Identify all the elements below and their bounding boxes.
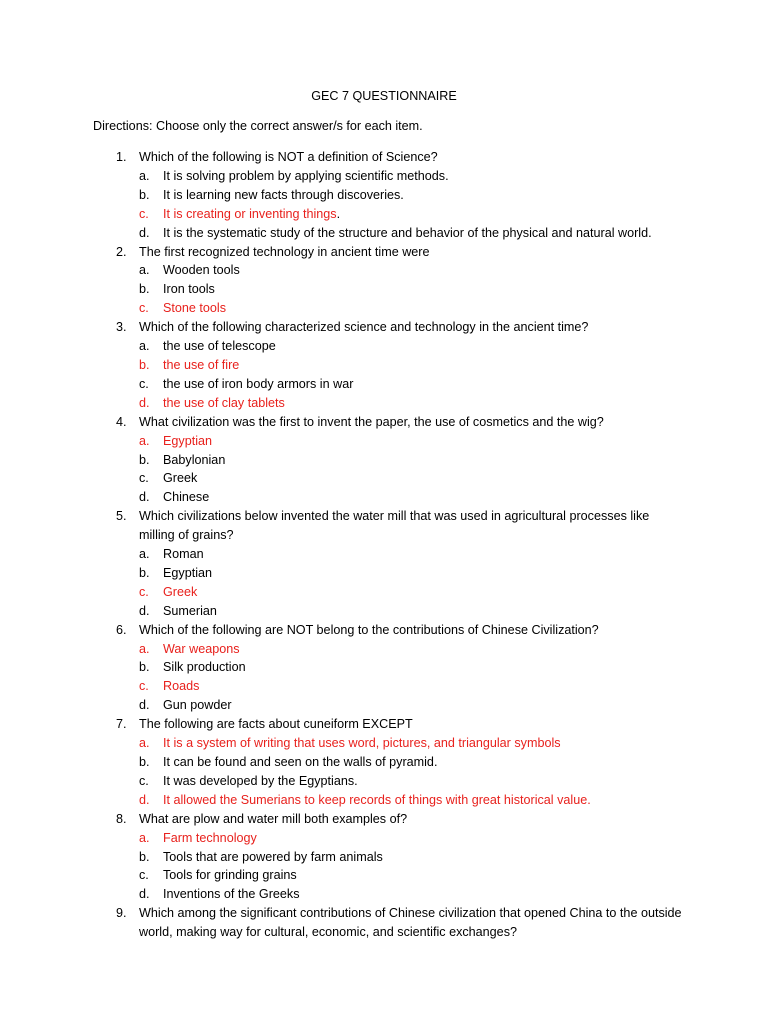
answer-option: [0, 375, 768, 394]
question-number: 9.: [116, 906, 127, 921]
option-letter: a.: [139, 168, 150, 183]
option-text: Babylonian: [163, 452, 226, 467]
option-list: [0, 432, 768, 508]
question-text: Which of the following is NOT a definition of Science?: [139, 150, 438, 164]
document-title: GEC 7 QUESTIONNAIRE: [311, 89, 457, 103]
option-text-tail: .: [336, 206, 341, 221]
option-letter: b.: [139, 452, 150, 467]
question-line: [0, 243, 768, 262]
option-letter: a.: [139, 547, 150, 562]
option-letter: c.: [139, 584, 149, 599]
question-item: [0, 810, 768, 905]
answer-option: [0, 696, 768, 715]
question-item: [0, 243, 768, 319]
answer-option: [0, 772, 768, 791]
question-text: Which among the significant contributions of Chinese civilization that opened China to the outside world, making way for cultural, economic, and scientific exchanges?: [139, 906, 682, 940]
question-item: [0, 507, 768, 620]
option-text: It is creating or inventing things: [163, 206, 337, 221]
question-item: [0, 318, 768, 413]
question-line: [0, 507, 768, 545]
option-letter: b.: [139, 660, 150, 675]
option-list: [0, 337, 768, 413]
option-letter: c.: [139, 471, 149, 486]
option-letter: a.: [139, 641, 150, 656]
option-list: [0, 734, 768, 810]
option-text: It is the systematic study of the structure and behavior of the physical and natural world.: [163, 225, 652, 240]
answer-option-correct: [0, 394, 768, 413]
option-text: the use of clay tablets: [163, 395, 285, 410]
question-text: The following are facts about cuneiform EXCEPT: [139, 717, 413, 732]
option-letter: b.: [139, 357, 150, 372]
answer-option: [0, 488, 768, 507]
question-number: 6.: [116, 622, 127, 637]
option-letter: c.: [139, 773, 149, 788]
option-letter: d.: [139, 395, 150, 410]
question-item: [0, 904, 768, 942]
option-text: Wooden tools: [163, 263, 240, 278]
option-list: [0, 261, 768, 318]
answer-option: [0, 545, 768, 564]
question-item: [0, 715, 768, 810]
option-letter: a.: [139, 263, 150, 278]
answer-option: [0, 602, 768, 621]
question-number: 4.: [116, 414, 127, 429]
answer-option: [0, 167, 768, 186]
option-letter: b.: [139, 755, 150, 769]
answer-option-correct: [0, 791, 768, 810]
directions-text: Directions: Choose only the correct answer/s for each item.: [93, 119, 423, 133]
option-letter: c.: [139, 206, 149, 221]
option-letter: a.: [139, 339, 150, 354]
answer-option: [0, 658, 768, 677]
option-text: It allowed the Sumerians to keep records of things with great historical value.: [163, 792, 591, 807]
option-letter: b.: [139, 282, 150, 297]
option-text: War weapons: [163, 641, 240, 656]
option-text: Egyptian: [163, 433, 213, 448]
option-text: Stone tools: [163, 301, 227, 316]
option-letter: d.: [139, 887, 150, 902]
option-letter: b.: [139, 565, 150, 580]
answer-option: [0, 866, 768, 885]
answer-option-correct: [0, 205, 768, 224]
question-text: The first recognized technology in ancient time were: [139, 244, 430, 259]
question-item: [0, 621, 768, 716]
answer-option: [0, 186, 768, 205]
answer-option: [0, 451, 768, 470]
option-letter: d.: [139, 698, 150, 713]
option-text: It can be found and seen on the walls of pyramid.: [163, 755, 438, 769]
option-letter: c.: [139, 376, 149, 391]
answer-option: [0, 848, 768, 867]
question-text: Which of the following are NOT belong to the contributions of Chinese Civilization?: [139, 622, 599, 637]
option-letter: c.: [139, 301, 149, 316]
answer-option-correct: [0, 677, 768, 696]
option-letter: d.: [139, 225, 150, 240]
option-text: Roman: [163, 547, 204, 562]
question-list: [0, 148, 768, 942]
option-text: Gun powder: [163, 698, 232, 713]
option-text: the use of iron body armors in war: [163, 376, 354, 391]
question-line: [0, 318, 768, 337]
answer-option: [0, 885, 768, 904]
answer-option: [0, 224, 768, 243]
answer-option-correct: [0, 432, 768, 451]
option-text: Sumerian: [163, 603, 217, 618]
question-number: 1.: [116, 150, 127, 164]
answer-option-correct: [0, 829, 768, 848]
option-list: [0, 167, 768, 243]
question-line: [0, 715, 768, 734]
question-item: [0, 413, 768, 508]
question-number: 2.: [116, 244, 127, 259]
option-text: Roads: [163, 679, 200, 694]
option-letter: b.: [139, 187, 150, 202]
question-line: [0, 413, 768, 432]
answer-option: [0, 469, 768, 488]
option-letter: d.: [139, 490, 150, 505]
answer-option-correct: [0, 734, 768, 753]
option-letter: a.: [139, 736, 150, 751]
answer-option: [0, 280, 768, 299]
question-item: [0, 148, 768, 243]
option-list: [0, 545, 768, 621]
answer-option-correct: [0, 640, 768, 659]
option-text: Greek: [163, 471, 198, 486]
question-number: 3.: [116, 320, 127, 335]
question-number: 7.: [116, 717, 127, 732]
option-text: It is a system of writing that uses word, pictures, and triangular symbols: [163, 736, 561, 751]
option-text: Farm technology: [163, 830, 257, 845]
option-text: Inventions of the Greeks: [163, 887, 300, 902]
option-list: [0, 640, 768, 716]
option-text: It was developed by the Egyptians.: [163, 773, 358, 788]
answer-option-correct: [0, 356, 768, 375]
option-text: Egyptian: [163, 565, 213, 580]
option-letter: a.: [139, 830, 150, 845]
question-line: [0, 621, 768, 640]
option-letter: b.: [139, 849, 150, 864]
option-letter: c.: [139, 679, 149, 694]
question-text: Which civilizations below invented the water mill that was used in agricultural processes like milling of grains?: [139, 509, 650, 543]
answer-option-correct: [0, 583, 768, 602]
option-text: Iron tools: [163, 282, 215, 297]
option-text: the use of telescope: [163, 339, 276, 354]
option-letter: c.: [139, 868, 149, 883]
option-text: the use of fire: [163, 357, 240, 372]
option-letter: d.: [139, 792, 150, 807]
option-text: Tools that are powered by farm animals: [163, 849, 383, 864]
question-text: What are plow and water mill both examples of?: [139, 811, 408, 826]
question-number: 8.: [116, 811, 127, 826]
option-text: Greek: [163, 584, 198, 599]
option-text: Tools for grinding grains: [163, 868, 297, 883]
option-text: Chinese: [163, 490, 210, 505]
question-line: [0, 810, 768, 829]
option-letter: a.: [139, 433, 150, 448]
option-text: It is learning new facts through discoveries.: [163, 187, 404, 202]
option-text: Silk production: [163, 660, 246, 675]
question-line: [0, 148, 768, 167]
answer-option: [0, 261, 768, 280]
answer-option: [0, 564, 768, 583]
answer-option-correct: [0, 299, 768, 318]
question-text: What civilization was the first to invent the paper, the use of cosmetics and the wig?: [139, 414, 604, 429]
option-text: It is solving problem by applying scientific methods.: [163, 168, 449, 183]
answer-option: [0, 753, 768, 772]
answer-option: [0, 337, 768, 356]
question-number: 5.: [116, 509, 127, 524]
question-line: [0, 904, 768, 942]
option-list: [0, 829, 768, 905]
question-text: Which of the following characterized science and technology in the ancient time?: [139, 320, 589, 335]
option-letter: d.: [139, 603, 150, 618]
